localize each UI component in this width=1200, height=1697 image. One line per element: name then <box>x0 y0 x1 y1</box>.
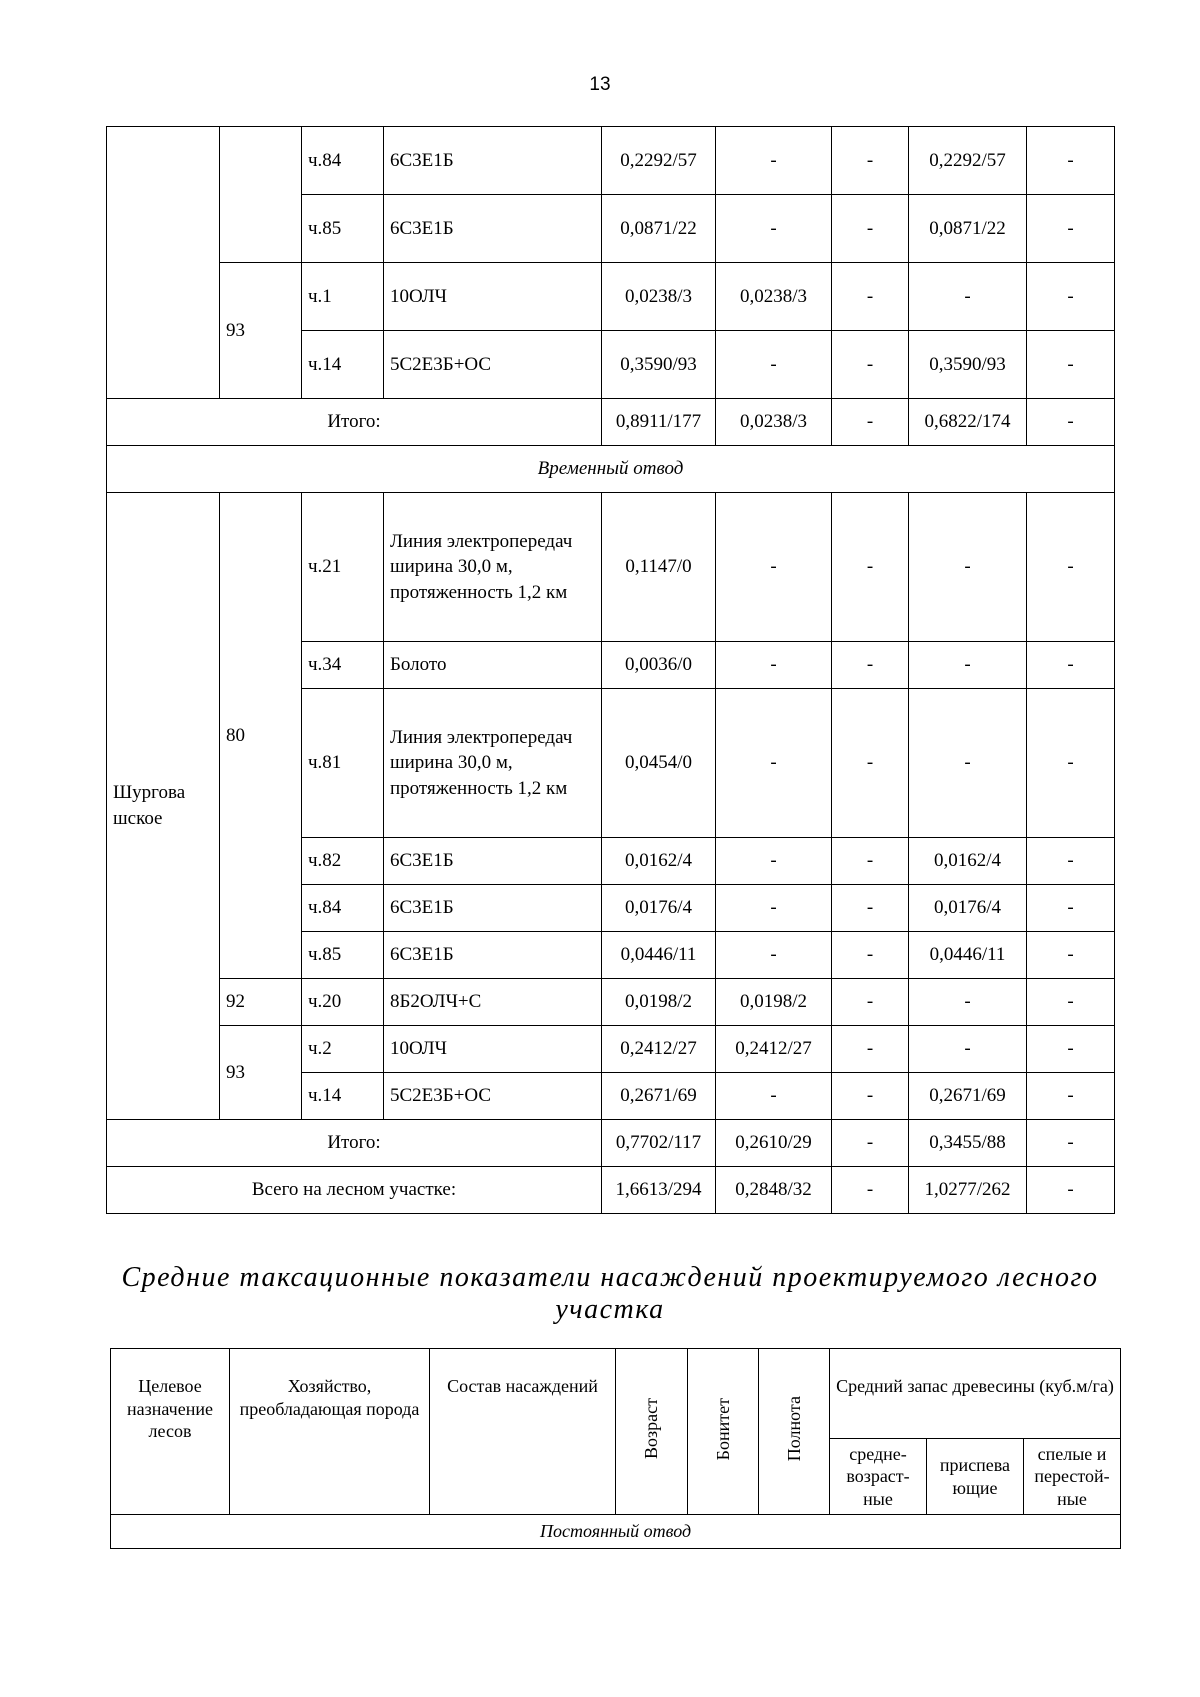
total-cell: 0,2412/27 <box>602 1026 716 1073</box>
young-cell: - <box>716 1073 832 1120</box>
total-cell: 0,0238/3 <box>602 263 716 331</box>
part-cell: ч.84 <box>302 127 384 195</box>
section-temporary: Временный отвод <box>107 446 1115 493</box>
middle-cell: - <box>832 838 909 885</box>
total-cell: 0,0198/2 <box>602 979 716 1026</box>
header-purpose: Целевое назначение лесов <box>111 1349 230 1515</box>
composition-cell: 10ОЛЧ <box>384 1026 602 1073</box>
composition-cell: 8Б2ОЛЧ+С <box>384 979 602 1026</box>
mature-cell: - <box>909 263 1027 331</box>
grand-total-middle: - <box>832 1167 909 1214</box>
composition-cell: 6С3Е1Б <box>384 885 602 932</box>
composition-cell: 6С3Е1Б <box>384 932 602 979</box>
young-cell: - <box>716 932 832 979</box>
composition-cell: 10ОЛЧ <box>384 263 602 331</box>
composition-cell: Линия электропередач ширина 30,0 м, протяженность 1,2 км <box>384 689 602 838</box>
total-cell: 0,3590/93 <box>602 331 716 399</box>
composition-cell: 6С3Е1Б <box>384 195 602 263</box>
subtotal-middle: - <box>832 1120 909 1167</box>
young-cell: - <box>716 885 832 932</box>
mature-cell: 0,0871/22 <box>909 195 1027 263</box>
section-permanent: Постоянный отвод <box>111 1515 1121 1549</box>
mature-cell: 0,2671/69 <box>909 1073 1027 1120</box>
young-cell: - <box>716 642 832 689</box>
part-cell: ч.20 <box>302 979 384 1026</box>
middle-cell: - <box>832 263 909 331</box>
composition-cell: Болото <box>384 642 602 689</box>
mature-cell: 0,3590/93 <box>909 331 1027 399</box>
young-cell: - <box>716 689 832 838</box>
other-cell: - <box>1027 493 1115 642</box>
mature-cell: - <box>909 689 1027 838</box>
other-cell: - <box>1027 979 1115 1026</box>
page-number: 13 <box>589 74 611 95</box>
part-cell: ч.84 <box>302 885 384 932</box>
part-cell: ч.34 <box>302 642 384 689</box>
total-cell: 0,0176/4 <box>602 885 716 932</box>
middle-cell: - <box>832 932 909 979</box>
middle-cell: - <box>832 642 909 689</box>
part-cell: ч.82 <box>302 838 384 885</box>
quarter-cell: 93 <box>220 263 302 399</box>
middle-cell: - <box>832 1073 909 1120</box>
subtotal-label: Итого: <box>107 399 602 446</box>
quarter-cell-empty <box>220 127 302 263</box>
middle-cell: - <box>832 331 909 399</box>
part-cell: ч.85 <box>302 932 384 979</box>
total-cell: 0,1147/0 <box>602 493 716 642</box>
part-cell: ч.2 <box>302 1026 384 1073</box>
other-cell: - <box>1027 838 1115 885</box>
young-cell: - <box>716 331 832 399</box>
quarter-cell: 93 <box>220 1026 302 1120</box>
header-farm: Хозяйство, преобладающая порода <box>230 1349 430 1515</box>
young-cell: - <box>716 493 832 642</box>
young-cell: 0,2412/27 <box>716 1026 832 1073</box>
header-density <box>759 1349 830 1515</box>
subtotal-other: - <box>1027 1120 1115 1167</box>
grand-total-mature: 1,0277/262 <box>909 1167 1027 1214</box>
middle-cell: - <box>832 127 909 195</box>
total-cell: 0,2292/57 <box>602 127 716 195</box>
header-age-text: Возраст <box>641 1398 662 1460</box>
other-cell: - <box>1027 331 1115 399</box>
mature-cell: - <box>909 642 1027 689</box>
subtotal-mature: 0,3455/88 <box>909 1120 1027 1167</box>
composition-cell: 6С3Е1Б <box>384 127 602 195</box>
other-cell: - <box>1027 642 1115 689</box>
header-middle-aged: средне-возраст-ные <box>830 1439 927 1515</box>
subtotal-label: Итого: <box>107 1120 602 1167</box>
other-cell: - <box>1027 195 1115 263</box>
subtotal-young: 0,0238/3 <box>716 399 832 446</box>
header-density-text: Полнота <box>783 1396 804 1462</box>
composition-cell: 5С2Е3Б+ОС <box>384 331 602 399</box>
mature-cell: 0,2292/57 <box>909 127 1027 195</box>
total-cell: 0,2671/69 <box>602 1073 716 1120</box>
young-cell: 0,0198/2 <box>716 979 832 1026</box>
taxation-table <box>110 1348 1121 1549</box>
part-cell: ч.21 <box>302 493 384 642</box>
middle-cell: - <box>832 493 909 642</box>
header-age <box>616 1349 688 1515</box>
middle-cell: - <box>832 195 909 263</box>
composition-cell: 6С3Е1Б <box>384 838 602 885</box>
part-cell: ч.1 <box>302 263 384 331</box>
mature-cell: - <box>909 493 1027 642</box>
middle-cell: - <box>832 689 909 838</box>
total-cell: 0,0162/4 <box>602 838 716 885</box>
quarter-cell: 80 <box>220 493 302 979</box>
other-cell: - <box>1027 1026 1115 1073</box>
other-cell: - <box>1027 689 1115 838</box>
total-cell: 0,0871/22 <box>602 195 716 263</box>
mature-cell: - <box>909 1026 1027 1073</box>
header-stock: Средний запас древесины (куб.м/га) <box>830 1349 1121 1439</box>
subtotal-mature: 0,6822/174 <box>909 399 1027 446</box>
total-cell: 0,0036/0 <box>602 642 716 689</box>
part-cell: ч.14 <box>302 1073 384 1120</box>
mature-cell: - <box>909 979 1027 1026</box>
subtotal-other: - <box>1027 399 1115 446</box>
part-cell: ч.14 <box>302 331 384 399</box>
mature-cell: 0,0176/4 <box>909 885 1027 932</box>
header-bonitet <box>688 1349 759 1515</box>
part-cell: ч.81 <box>302 689 384 838</box>
middle-cell: - <box>832 885 909 932</box>
young-cell: - <box>716 195 832 263</box>
composition-cell: Линия электропередач ширина 30,0 м, протяженность 1,2 км <box>384 493 602 642</box>
other-cell: - <box>1027 885 1115 932</box>
composition-cell: 5С2Е3Б+ОС <box>384 1073 602 1120</box>
subtotal-total: 0,7702/117 <box>602 1120 716 1167</box>
mature-cell: 0,0446/11 <box>909 932 1027 979</box>
middle-cell: - <box>832 979 909 1026</box>
grand-total-other: - <box>1027 1167 1115 1214</box>
subtotal-young: 0,2610/29 <box>716 1120 832 1167</box>
young-cell: - <box>716 127 832 195</box>
header-maturing: приспева ющие <box>927 1439 1024 1515</box>
other-cell: - <box>1027 127 1115 195</box>
young-cell: 0,0238/3 <box>716 263 832 331</box>
part-cell: ч.85 <box>302 195 384 263</box>
grand-total-label: Всего на лесном участке: <box>107 1167 602 1214</box>
header-bonitet-text: Бонитет <box>712 1397 733 1460</box>
grand-total-young: 0,2848/32 <box>716 1167 832 1214</box>
quarter-cell: 92 <box>220 979 302 1026</box>
young-cell: - <box>716 838 832 885</box>
other-cell: - <box>1027 263 1115 331</box>
total-cell: 0,0446/11 <box>602 932 716 979</box>
subtotal-total: 0,8911/177 <box>602 399 716 446</box>
header-mature: спелые и перестой-ные <box>1024 1439 1121 1515</box>
total-cell: 0,0454/0 <box>602 689 716 838</box>
subtotal-middle: - <box>832 399 909 446</box>
middle-cell: - <box>832 1026 909 1073</box>
forestry-cell: Шургова шское <box>107 493 220 1120</box>
forestry-cell-empty <box>107 127 220 399</box>
header-composition: Состав насаждений <box>430 1349 616 1515</box>
other-cell: - <box>1027 932 1115 979</box>
section-title: Средние таксационные показатели насаждений проектируемого лесного участка <box>121 1262 1099 1326</box>
mature-cell: 0,0162/4 <box>909 838 1027 885</box>
other-cell: - <box>1027 1073 1115 1120</box>
grand-total-total: 1,6613/294 <box>602 1167 716 1214</box>
allocation-table <box>106 126 1115 1214</box>
